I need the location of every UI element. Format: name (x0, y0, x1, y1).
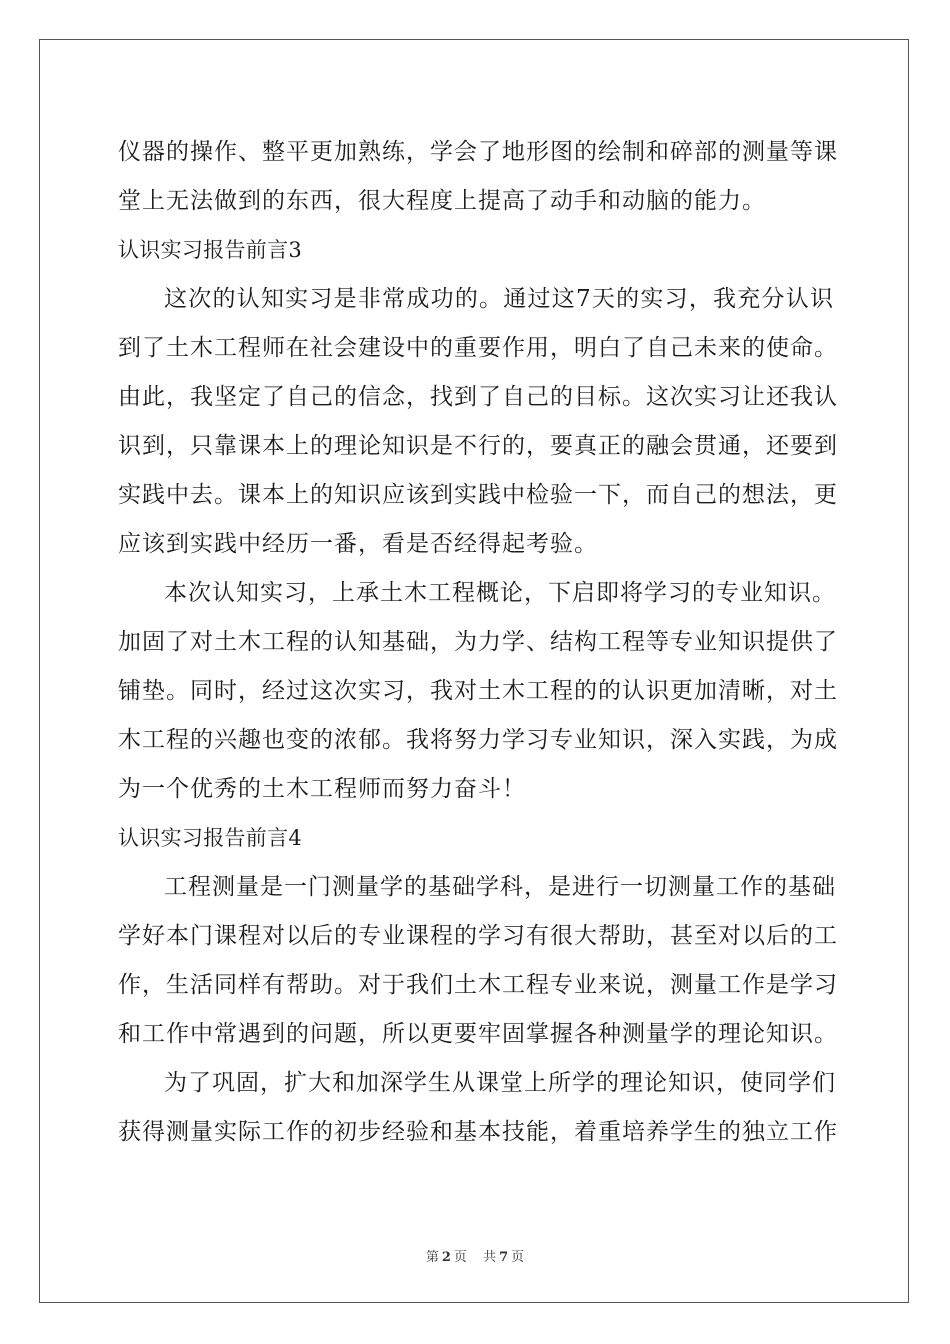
text-line: 加固了对土木工程的认知基础，为力学、结构工程等专业知识提供了 (118, 629, 838, 655)
text-line: 到了土木工程师在社会建设中的重要作用，明白了自己未来的使命。 (118, 335, 838, 361)
text-line: 作，生活同样有帮助。对于我们土木工程专业来说，测量工作是学习 (118, 972, 838, 998)
document-body (118, 128, 838, 1157)
paragraph-first-line: 为了巩固，扩大和加深学生从课堂上所学的理论知识，使同学们 (164, 1070, 836, 1096)
current-page: 2 (441, 1250, 451, 1265)
total-suffix: 页 (511, 1250, 525, 1265)
paragraph-first-line: 工程测量是一门测量学的基础学科，是进行一切测量工作的基础 (164, 874, 836, 900)
total-pages: 7 (499, 1250, 509, 1265)
total-prefix: 共 (483, 1250, 497, 1265)
text-line: 堂上无法做到的东西，很大程度上提高了动手和动脑的能力。 (118, 188, 766, 214)
text-line: 仪器的操作、整平更加熟练，学会了地形图的绘制和碎部的测量等课 (118, 139, 838, 165)
paragraph-first-line: 本次认知实习，上承土木工程概论，下启即将学习的专业知识。 (164, 580, 836, 606)
section-heading: 认识实习报告前言4 (118, 826, 303, 850)
section-heading: 认识实习报告前言3 (118, 238, 303, 262)
page-prefix: 第 (425, 1250, 439, 1265)
text-line: 实践中去。课本上的知识应该到实践中检验一下，而自己的想法，更 (118, 482, 838, 508)
page-footer (0, 1246, 950, 1265)
text-line: 木工程的兴趣也变的浓郁。我将努力学习专业知识，深入实践，为成 (118, 727, 838, 753)
text-line: 铺垫。同时，经过这次实习，我对土木工程的的认识更加清晰，对土 (118, 678, 838, 704)
page-number (423, 1250, 470, 1265)
text-line: 学好本门课程对以后的专业课程的学习有很大帮助，甚至对以后的工 (118, 923, 838, 949)
text-line: 应该到实践中经历一番，看是否经得起考验。 (118, 531, 598, 557)
text-line: 识到，只靠课本上的理论知识是不行的，要真正的融会贯通，还要到 (118, 433, 838, 459)
page-suffix: 页 (453, 1250, 467, 1265)
paragraph-first-line: 这次的认知实习是非常成功的。通过这7天的实习，我充分认识 (164, 286, 834, 312)
text-line: 获得测量实际工作的初步经验和基本技能，着重培养学生的独立工作 (118, 1119, 838, 1145)
text-line: 由此，我坚定了自己的信念，找到了自己的目标。这次实习让还我认 (118, 384, 838, 410)
page-total (480, 1250, 527, 1265)
text-line: 为一个优秀的土木工程师而努力奋斗！ (118, 776, 526, 802)
text-line: 和工作中常遇到的问题，所以更要牢固掌握各种测量学的理论知识。 (118, 1021, 838, 1047)
